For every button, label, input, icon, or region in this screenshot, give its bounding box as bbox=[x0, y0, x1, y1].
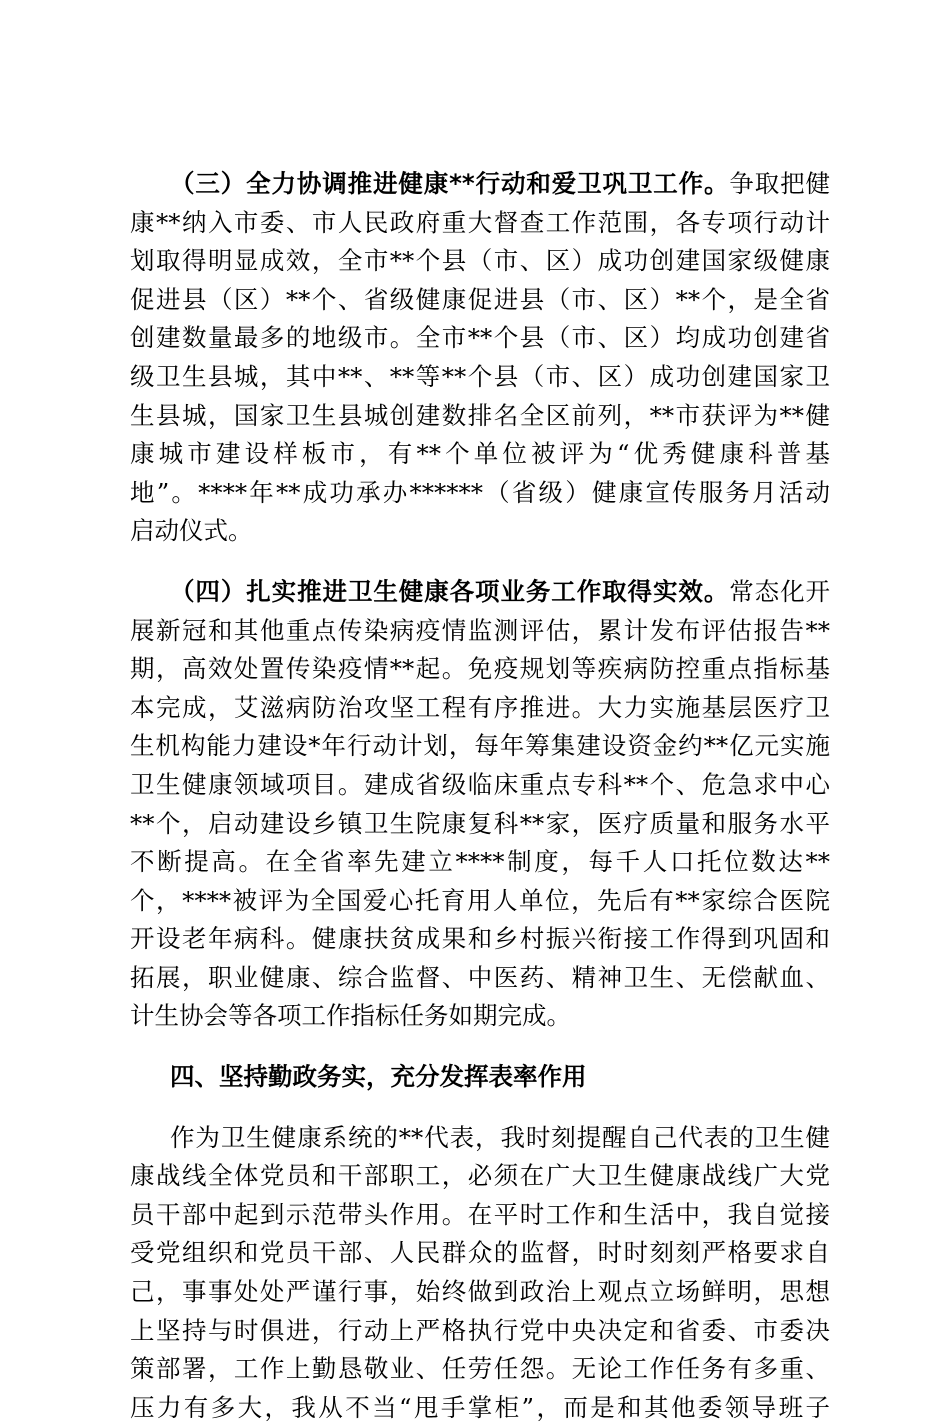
paragraph-line: 开设老年病科。健康扶贫成果和乡村振兴衔接工作得到巩固和 bbox=[130, 924, 830, 954]
paragraph-spacer bbox=[130, 1097, 830, 1119]
paragraph-line: 创建数量最多的地级市。全市**个县（市、区）均成功创建省 bbox=[130, 323, 830, 353]
paragraph-line: 启动仪式。 bbox=[130, 516, 253, 546]
paragraph-line: 计生协会等各项工作指标任务如期完成。 bbox=[130, 1001, 571, 1031]
paragraph-line: 受党组织和党员干部、人民群众的监督，时时刻刻严格要求自 bbox=[130, 1238, 830, 1268]
paragraph-line: 策部署，工作上勤恳敬业、任劳任怨。无论工作任务有多重、 bbox=[130, 1354, 830, 1384]
paragraph-lead-heading: （三）全力协调推进健康**行动和爱卫巩卫工作。 bbox=[170, 169, 730, 198]
paragraph-lead-heading: （四）扎实推进卫生健康各项业务工作取得实效。 bbox=[170, 576, 730, 606]
paragraph-spacer bbox=[130, 1036, 830, 1058]
paragraph-line: 拓展，职业健康、综合监督、中医药、精神卫生、无偿献血、 bbox=[130, 962, 830, 992]
paragraph-line: 展新冠和其他重点传染病疫情监测评估，累计发布评估报告** bbox=[130, 615, 830, 645]
paragraph-section-3 bbox=[130, 165, 830, 551]
paragraph-line: 个，****被评为全国爱心托育用人单位，先后有**家综合医院 bbox=[130, 885, 830, 915]
paragraph-line: 不断提高。在全省率先建立****制度，每千人口托位数达** bbox=[130, 847, 830, 877]
paragraph-line: 康城市建设样板市，有**个单位被评为“优秀健康科普基 bbox=[130, 439, 830, 469]
paragraph-line: 上坚持与时俱进，行动上严格执行党中央决定和省委、市委决 bbox=[130, 1315, 830, 1345]
paragraph-line bbox=[130, 165, 830, 204]
paragraph-line: 卫生健康领域项目。建成省级临床重点专科**个、危急求中心 bbox=[130, 769, 830, 799]
paragraph-line: **个，启动建设乡镇卫生院康复科**家，医疗质量和服务水平 bbox=[130, 808, 830, 838]
paragraph-line: 期，高效处置传染疫情**起。免疫规划等疾病防控重点指标基 bbox=[130, 654, 830, 684]
paragraph-spacer bbox=[130, 551, 830, 573]
document-body bbox=[130, 165, 830, 1427]
paragraph-section-4 bbox=[130, 573, 830, 1036]
paragraph-line: 生县城，国家卫生县城创建数排名全区前列，**市获评为**健 bbox=[130, 400, 830, 430]
paragraph-line: 康**纳入市委、市人民政府重大督查工作范围，各专项行动计 bbox=[130, 207, 830, 237]
paragraph-line: 员干部中起到示范带头作用。在平时工作和生活中，我自觉接 bbox=[130, 1199, 830, 1229]
paragraph-line: 康战线全体党员和干部职工，必须在广大卫生健康战线广大党 bbox=[130, 1161, 830, 1191]
paragraph-text: 常态化开 bbox=[729, 576, 831, 606]
paragraph-line: 本完成，艾滋病防治攻坚工程有序推进。大力实施基层医疗卫 bbox=[130, 692, 830, 722]
paragraph-line: 生机构能力建设*年行动计划，每年筹集建设资金约**亿元实施 bbox=[130, 731, 830, 761]
paragraph-line: 己，事事处处严谨行事，始终做到政治上观点立场鲜明，思想 bbox=[130, 1277, 830, 1307]
paragraph-line: 地”。****年**成功承办******（省级）健康宣传服务月活动 bbox=[130, 477, 830, 507]
paragraph-line bbox=[130, 573, 830, 612]
paragraph-line: 级卫生县城，其中**、**等**个县（市、区）成功创建国家卫 bbox=[130, 361, 830, 391]
section-heading: 四、坚持勤政务实，充分发挥表率作用 bbox=[170, 1062, 587, 1092]
paragraph-text: 争取把健 bbox=[729, 169, 830, 198]
paragraph-line: 作为卫生健康系统的**代表，我时刻提醒自己代表的卫生健 bbox=[170, 1122, 830, 1152]
paragraph-line: 划取得明显成效，全市**个县（市、区）成功创建国家级健康 bbox=[130, 246, 830, 276]
paragraph-line: 促进县（区）**个、省级健康促进县（市、区）**个，是全省 bbox=[130, 284, 830, 314]
paragraph-line: 压力有多大，我从不当“甩手掌柜”，而是和其他委领导班子 bbox=[130, 1392, 830, 1422]
paragraph-section-5 bbox=[130, 1119, 830, 1427]
